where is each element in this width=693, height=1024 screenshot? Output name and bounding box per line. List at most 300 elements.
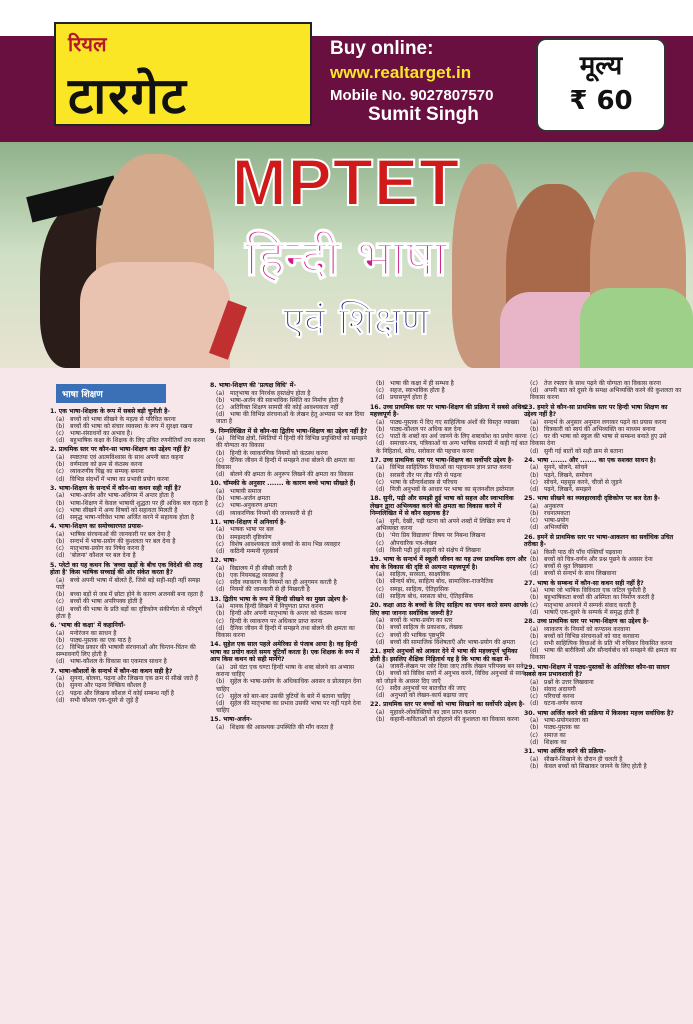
question-text: 13. द्वितीय भाषा के रूप में हिन्दी सीखने का मुख्य उद्देश्य है- xyxy=(210,595,349,603)
answer-option xyxy=(210,502,368,509)
option-letter: (c) xyxy=(530,380,538,387)
option-letter: (c) xyxy=(530,601,538,609)
option-text: भाषाएँ एक-दूसरे के सम्पर्क में समृद्ध होती हैं xyxy=(544,608,639,616)
option-text: बच्चों की भाषा को संचार व्यवस्था के रूप में सुरक्षा रखना xyxy=(70,422,193,430)
website-link[interactable]: www.realtarget.in xyxy=(330,63,472,82)
option-letter: (b) xyxy=(216,495,225,503)
answer-option xyxy=(50,514,208,521)
option-letter: (b) xyxy=(376,624,385,632)
answer-option xyxy=(50,697,208,704)
question-text: 27. भाषा के सम्बन्ध में कौन-सा कथन सही नहीं है? xyxy=(524,579,644,587)
option-text: व्याकरण के नियमों को कण्ठस्थ करवाना xyxy=(544,625,631,633)
option-text: प्रयासपूर्ण होता है xyxy=(390,394,427,402)
option-letter: (d) xyxy=(530,387,539,395)
option-letter: (c) xyxy=(56,430,64,437)
answer-option xyxy=(210,526,368,533)
option-text: नियमों की जानकारी से ही निखरती है xyxy=(230,586,310,594)
answer-option xyxy=(210,457,368,471)
answer-option xyxy=(210,495,368,502)
option-text: समझदारी दृष्टिकोण xyxy=(230,533,272,541)
option-text: परिचर्चा करना xyxy=(544,693,575,701)
answer-option xyxy=(210,700,368,714)
option-text: सुनी गई बातों को सही क्रम से बताना xyxy=(544,447,624,455)
question-content xyxy=(0,368,693,1024)
option-letter: (c) xyxy=(216,579,224,587)
option-text: भाषा-अनुकरण क्षमता xyxy=(230,502,278,510)
answer-option xyxy=(50,606,208,620)
option-letter: (b) xyxy=(376,426,385,433)
option-letter: (d) xyxy=(56,605,65,613)
option-text: भाषा के सौन्दर्यशास्त्र से परिचय xyxy=(390,478,458,486)
answer-option xyxy=(210,541,368,548)
option-letter: (b) xyxy=(530,686,539,694)
option-text: बच्चों के भाषा-प्रयोग का स्तर xyxy=(390,617,453,625)
option-letter: (b) xyxy=(376,532,385,540)
option-letter: (c) xyxy=(376,433,384,441)
answer-option xyxy=(524,594,682,601)
question-text: 22. प्राथमिक स्तर पर बच्चों को भाषा सिखाने का सर्वोपरि उद्देश्य है- xyxy=(370,701,525,709)
answer-option xyxy=(50,682,208,689)
option-text: बच्चों की भाषा के प्रति बड़ों का दृष्टिकोण संकीर्णता से परिपूर्ण होता है xyxy=(56,605,202,620)
answer-option xyxy=(524,739,682,746)
option-text: संवाद अदायगी xyxy=(544,686,576,694)
option-letter: (d) xyxy=(530,524,539,532)
option-letter: (a) xyxy=(530,678,539,686)
option-letter: (d) xyxy=(216,586,225,594)
option-text: पाठों के शब्दों का अर्थ जानने के लिए शब्दकोश का प्रयोग करना xyxy=(390,433,527,441)
option-text: बहुभाषिकता बच्चों की अस्मिता का निर्माण करती है xyxy=(544,594,655,602)
option-text: शिक्षक का xyxy=(544,738,567,746)
question-text: 6. 'भाषा की कक्षा' में कहानियाँ- xyxy=(50,622,126,630)
answer-option xyxy=(210,565,368,572)
answer-option xyxy=(524,700,682,707)
question-text: 17. उच्च प्राथमिक स्तर पर भाषा-शिक्षण का सर्वोपरि उद्देश्य है- xyxy=(370,456,514,464)
option-text: विशेष आवश्यकता वाले बच्चों के साथ भिन्न व्यवहार xyxy=(230,540,341,548)
option-letter: (a) xyxy=(376,518,385,525)
option-letter: (a) xyxy=(56,629,65,637)
option-text: भाषा-अर्जन की स्वाभाविक स्थिति का निर्माण होता है xyxy=(230,396,344,404)
question-text: 16. उच्च प्राथमिक स्तर पर भाषा-शिक्षण की प्रक्रिया में सबसे अधिक महत्त्वपूर्ण है- xyxy=(370,403,527,419)
option-letter: (c) xyxy=(530,433,538,441)
option-text: सौन्दर्य बोध, साहित्य बोध, सामाजिक-राजनैतिक xyxy=(390,578,494,586)
option-text: पाठ्य-कौशल पर अधिक बल देना xyxy=(390,426,462,433)
option-text: पाठ्य-पुस्तक का एक पाठ है xyxy=(70,636,132,644)
option-letter: (a) xyxy=(530,755,539,763)
option-letter: (c) xyxy=(376,631,384,639)
option-text: शिक्षक की आवश्यक उपस्थिति की माँग करता है xyxy=(230,724,334,732)
price-box xyxy=(536,38,666,132)
option-text: बच्चों से सन्दर्भ के साथ लिखवाना xyxy=(544,570,617,578)
option-text: अनुकरण xyxy=(544,502,564,510)
price-value: ₹ 60 xyxy=(569,86,633,116)
option-letter: (c) xyxy=(216,456,224,464)
option-text: व्याकरणीय चिह्न का सम्यक् बनाना xyxy=(70,468,144,476)
option-letter: (b) xyxy=(216,610,225,618)
answer-option xyxy=(50,577,208,591)
logo-big-text: टारगेट xyxy=(68,67,188,125)
answer-option xyxy=(524,479,682,486)
option-text: भाषक भाषा पर बल xyxy=(230,526,274,534)
option-letter: (c) xyxy=(56,506,64,514)
option-text: मातृभाषा-प्रयोग का निषेध करना है xyxy=(70,545,145,553)
answer-option xyxy=(210,618,368,625)
answer-option xyxy=(524,602,682,609)
option-text: विभिन्न प्रकार की भाषायी संरचनाओं और चिन्तन-चिंतन की सम्भावनाएँ लिए होती है xyxy=(56,644,196,659)
option-letter: (a) xyxy=(376,708,385,716)
option-letter: (c) xyxy=(56,468,64,476)
option-letter: (c) xyxy=(216,617,224,625)
mobile-number: Mobile No. 9027807570 xyxy=(330,87,494,104)
option-letter: (d) xyxy=(376,394,385,402)
option-letter: (b) xyxy=(376,471,385,479)
option-letter: (a) xyxy=(216,526,225,534)
option-letter: (d) xyxy=(530,486,539,494)
question-text: 11. भाषा-शिक्षण में अनिवार्य है- xyxy=(210,518,286,526)
answer-option xyxy=(370,419,528,426)
answer-option xyxy=(370,593,528,600)
option-letter: (d) xyxy=(56,514,65,522)
option-text: साहित्य बोध, सरसता बोध, ऐतिहासिक xyxy=(390,592,474,600)
question-text: 9. निम्नलिखित में से कौन-सा द्वितीय भाषा-शिक्षण का उद्देश्य नहीं है? xyxy=(210,427,368,435)
answer-option xyxy=(50,552,208,559)
option-letter: (a) xyxy=(56,675,65,683)
option-letter: (b) xyxy=(530,471,539,479)
answer-option xyxy=(524,679,682,686)
option-letter: (a) xyxy=(56,576,65,584)
option-text: सभी साहित्यिक विधाओं के प्रति भी रुचिकर विकसित करना xyxy=(544,640,673,648)
answer-option xyxy=(524,472,682,479)
column-1 xyxy=(50,380,208,704)
answer-option xyxy=(370,440,528,454)
answer-option xyxy=(370,578,528,585)
answer-option xyxy=(524,763,682,770)
cover-subtitle: हिन्दी भाषा xyxy=(245,229,447,287)
option-text: भाषा-अर्जन क्षमता xyxy=(230,495,271,503)
answer-option xyxy=(370,692,528,699)
option-letter: (a) xyxy=(216,435,225,443)
option-text: मुहावरे-लोकोक्तियों का ज्ञान प्राप्त करना xyxy=(390,708,476,716)
option-text: सुनी, देखी, पढ़ी घटना को अपने शब्दों में लिखित रूप में अभिव्यक्त करना xyxy=(376,518,511,533)
option-letter: (c) xyxy=(530,731,538,739)
option-text: सन्दर्भ के अनुसार अनुमान लगाकर पढ़ने का प्रयास करना xyxy=(544,418,667,426)
answer-option xyxy=(524,448,682,455)
option-text: तेज रफ्तार के साथ पढ़ने की योग्यता का विकास करना xyxy=(544,380,661,387)
answer-option xyxy=(210,610,368,617)
answer-option xyxy=(524,524,682,531)
option-text: भाषा-अर्जन और भाषा-अधिगम में अन्तर होता है xyxy=(70,492,174,500)
answer-option xyxy=(210,411,368,425)
answer-option xyxy=(524,633,682,640)
question-text: 21. हमारे अनुभवों को आकार देने में भाषा की महत्त्वपूर्ण भूमिका होती है। इसलिए शैक्षिक निहितार्थ यह है कि भाषा की कक्षा में- xyxy=(370,648,518,663)
option-letter: (a) xyxy=(530,717,539,725)
question-text: 14. सुहेल एक साल पहले अमेरिका से पंजाब आया है। वह हिन्दी भाषा का प्रयोग करते समय त्रुटियाँ करता है। एक शिक्षक के रूप में आप किस कथन को सही मानेंगे? xyxy=(210,641,360,664)
option-text: बच्चों को विभिन्न संरचनाओं को याद करवाना xyxy=(544,632,640,640)
option-letter: (c) xyxy=(216,502,224,510)
question-text: 4. भाषा-शिक्षण का समोच्चारणत प्रयास- xyxy=(50,523,144,531)
option-text: हिन्दी के व्याकरणिक नियमों को कंठस्थ करना xyxy=(230,449,328,457)
question-text: 30. भाषा अर्जित करने की प्रक्रिया में किसका महत्त्व सर्वाधिक है? xyxy=(524,709,674,717)
option-text: भाषा सीखने में अन्य विषयों को सहायता मिलती है xyxy=(70,506,178,514)
option-letter: (d) xyxy=(376,486,385,494)
option-letter: (a) xyxy=(376,418,385,426)
option-letter: (a) xyxy=(530,548,539,556)
option-letter: (c) xyxy=(376,684,384,692)
option-letter: (d) xyxy=(530,647,539,655)
option-text: सुहेल की मातृभाषा का प्रभाव उसकी भाषा पर नहीं पड़ने देना चाहिए xyxy=(216,700,361,715)
option-letter: (b) xyxy=(376,670,385,678)
option-text: अभिव्यक्ति xyxy=(544,524,569,532)
option-letter: (d) xyxy=(530,570,539,578)
answer-option xyxy=(210,548,368,555)
option-text: मातृभाषा अपनाने में सम्पर्क संवाद करती है xyxy=(544,601,636,609)
option-letter: (b) xyxy=(530,594,539,602)
option-letter: (d) xyxy=(56,658,65,666)
student-shirt-3 xyxy=(580,288,693,368)
answer-option xyxy=(524,756,682,763)
answer-option xyxy=(370,632,528,639)
question-text: 28. उच्च प्राथमिक स्तर पर भाषा-शिक्षण का उद्देश्य है- xyxy=(524,618,649,626)
option-letter: (b) xyxy=(376,578,385,586)
option-text: निजी अनुभवों के आधार पर भाषा का सृजनशील इस्तेमाल xyxy=(390,486,514,494)
option-text: किसी पाठ की पाँच पंक्तियाँ पढ़वाना xyxy=(544,548,622,556)
answer-option xyxy=(210,586,368,593)
answer-option xyxy=(370,472,528,479)
question-text: 20. कक्षा आठ के बच्चों के लिए साहित्य का चयन करते समय आपके लिए क्या जानना सर्वाधिक जरूरी है? xyxy=(370,602,528,617)
answer-option xyxy=(50,637,208,644)
column-3 xyxy=(370,380,528,723)
answer-option xyxy=(370,464,528,471)
option-text: अपनी बात को दूसरे के समक्ष अभिव्यक्ति करने की कुशलता का विकास करना xyxy=(530,387,682,402)
option-letter: (d) xyxy=(216,509,225,517)
option-letter: (a) xyxy=(376,464,385,472)
option-letter: (d) xyxy=(530,608,539,616)
answer-option xyxy=(370,709,528,716)
answer-option xyxy=(524,732,682,739)
option-letter: (b) xyxy=(530,426,539,433)
option-text: भाषा-प्रयोग xyxy=(544,517,569,525)
option-letter: (a) xyxy=(530,464,539,472)
option-letter: (c) xyxy=(530,478,538,486)
option-letter: (c) xyxy=(376,387,384,395)
option-text: भाषा की कक्षा में ही सम्भव है xyxy=(390,380,454,387)
answer-option xyxy=(524,626,682,633)
option-text: मनोरंजन का साधन है xyxy=(70,629,117,637)
option-letter: (b) xyxy=(530,510,539,518)
option-letter: (c) xyxy=(216,540,224,548)
option-letter: (b) xyxy=(56,591,65,599)
answer-option xyxy=(210,397,368,404)
option-text: भाषा-प्रयोगशाला का xyxy=(544,717,589,725)
option-letter: (a) xyxy=(376,617,385,625)
option-letter: (d) xyxy=(376,592,385,600)
option-text: चित्रकारी को स्वयं की अभिव्यक्ति का माध्यम बनाना xyxy=(544,426,656,433)
option-letter: (d) xyxy=(530,700,539,708)
answer-option xyxy=(210,625,368,639)
option-letter: (b) xyxy=(56,461,65,469)
question-text: 24. भाषा ....... और ....... का एक सशक्त साधन है। xyxy=(524,456,656,464)
option-text: सन्दर्भ में भाषा-प्रयोग की कुशलता पर बल देना है xyxy=(70,538,176,546)
option-letter: (d) xyxy=(216,471,225,479)
option-text: बच्चों की सामाजिक विशेषताएँ और भाषा-प्रयोग की क्षमता xyxy=(390,638,516,646)
option-letter: (a) xyxy=(530,587,539,595)
option-text: भाषा की विभिन्न संरचनाओं के लेखन हेतु अभ्यास पर बल दिया जाता है xyxy=(216,411,365,426)
option-text: अतिरिक्त शिक्षण सामग्री की कोई आवश्यकता नहीं xyxy=(230,404,339,411)
option-letter: (c) xyxy=(216,404,224,411)
option-text: सरसरी तौर पर तीव्र गति से पढ़ना xyxy=(390,471,462,479)
answer-option xyxy=(50,690,208,697)
option-text: प्रश्नों के उत्तर लिखवाना xyxy=(544,678,594,686)
option-text: एक नियमबद्ध व्यवस्था है xyxy=(230,572,284,580)
answer-option xyxy=(50,476,208,483)
option-text: हिन्दी के व्याकरण पर अधिकार प्राप्त करना xyxy=(230,617,323,625)
option-letter: (b) xyxy=(376,380,385,387)
answer-option xyxy=(370,540,528,547)
option-text: साहित्य, सरसता, साक्ष्यविक xyxy=(390,571,450,579)
answer-option xyxy=(370,639,528,646)
option-letter: (d) xyxy=(56,475,65,483)
answer-option xyxy=(210,471,368,478)
option-text: सीखने-सिखाने के दौरान ही चलती है xyxy=(544,755,623,763)
option-letter: (a) xyxy=(56,415,65,423)
answer-option xyxy=(210,534,368,541)
option-letter: (b) xyxy=(376,716,385,724)
option-text: भाषा-संसाधनों का अभाव है। xyxy=(70,430,133,437)
question-text: 18. सुनी, पढ़ी और समझी हुई भाषा को सहज और स्वाभाविक लेखन द्वारा अभिव्यक्त करने की क्षमता का विकास करने में निम्नलिखित में से कौन सहायक है? xyxy=(370,495,514,518)
option-letter: (d) xyxy=(376,440,385,448)
option-text: बोलने की क्षमता के अनुरूप लिखने की क्षमता का विकास xyxy=(230,471,354,479)
question-text: 7. भाषा-कौशलों के सन्दर्भ में कौन-सा कथन सही है? xyxy=(50,667,173,675)
option-letter: (d) xyxy=(56,696,65,704)
option-letter: (a) xyxy=(216,488,225,496)
answer-option xyxy=(524,419,682,426)
answer-option xyxy=(370,716,528,723)
option-text: पढ़ने, लिखने, समोचन xyxy=(544,471,592,479)
option-letter: (c) xyxy=(530,693,538,701)
answer-option xyxy=(524,433,682,447)
option-text: समृद्ध भाषा-परिवेश भाषा अर्जित करने में सहायक होता है xyxy=(70,514,195,522)
option-text: वर्णमाला को क्रम से कंठस्थ करना xyxy=(70,461,143,469)
question-text: 15. भाषा-अर्जन- xyxy=(210,716,253,724)
option-text: समाचार-पत्र, पत्रिकाओं या अन्य भाषिक सामग्री में कही गई बात के निहितार्थ, सोच, सरोकार की पहचान करना xyxy=(376,440,528,455)
answer-option xyxy=(524,647,682,661)
author-name: Sumit Singh xyxy=(368,104,479,125)
option-letter: (d) xyxy=(376,638,385,646)
answer-option xyxy=(524,549,682,556)
option-letter: (b) xyxy=(530,724,539,732)
answer-option xyxy=(370,486,528,493)
answer-option xyxy=(370,670,528,684)
option-text: पाठ्य-पुस्तक का xyxy=(544,724,580,732)
option-letter: (c) xyxy=(56,545,64,553)
option-text: विभिन्न क्षेत्रों, स्थितियों में हिन्दी की विभिन्न प्रयुक्तियों को समझने की योग्यता का विकास xyxy=(216,435,367,450)
option-letter: (c) xyxy=(376,539,384,547)
option-letter: (a) xyxy=(216,664,225,672)
answer-option xyxy=(50,658,208,665)
header xyxy=(0,0,693,142)
option-text: भाषायी समाज xyxy=(230,488,262,496)
answer-option xyxy=(50,644,208,658)
answer-option xyxy=(524,717,682,724)
option-letter: (c) xyxy=(376,478,384,486)
option-letter: (b) xyxy=(216,396,225,404)
answer-option xyxy=(50,507,208,514)
option-letter: (c) xyxy=(530,563,538,571)
option-letter: (c) xyxy=(376,585,384,593)
answer-option xyxy=(50,416,208,423)
answer-option xyxy=(210,724,368,731)
option-text: विद्यालय में ही सीखी जाती है xyxy=(230,564,292,572)
answer-option xyxy=(370,685,528,692)
option-text: सुनने, बोलने, सोचने xyxy=(544,464,588,472)
answer-option xyxy=(50,500,208,507)
question-text: 12. भाषा- xyxy=(210,557,237,565)
option-letter: (d) xyxy=(56,437,65,445)
option-text: कहानी-कविताओं को दोहराने की कुशलता का विकास करना xyxy=(390,716,519,724)
answer-option xyxy=(370,586,528,593)
cover-title: MPTET xyxy=(231,145,461,219)
question-text: 23. हमारे से कौन-सा प्राथमिक स्तर पर हिन्दी भाषा शिक्षण का उद्देश्य नहीं है? xyxy=(524,403,668,419)
option-text: बच्चा बड़ों से जब में छोटा होने के कारण अजनबी बना रहता है xyxy=(70,591,204,599)
option-text: पढ़ना और लिखना कौशल में कोई सम्बन्ध नहीं है xyxy=(70,689,174,697)
question-text: 25. भाषा सीखने का व्यवहारवादी दृष्टिकोण पर बल देता है- xyxy=(524,495,660,503)
option-letter: (b) xyxy=(56,422,65,430)
option-letter: (b) xyxy=(216,678,225,686)
option-letter: (d) xyxy=(216,700,225,708)
answer-option xyxy=(50,598,208,605)
buy-online-label: Buy online: xyxy=(330,38,434,59)
answer-option xyxy=(50,468,208,475)
option-letter: (a) xyxy=(56,492,65,500)
option-text: भाषा की बारीकियों और सौन्दर्यबोध को समझने की क्षमता का विकास xyxy=(530,647,677,662)
option-letter: (a) xyxy=(216,389,225,397)
option-text: जायरी-लेखन पर जोर दिया जाए ताकि लेखन परिपक्व बन सके xyxy=(390,663,525,671)
option-letter: (b) xyxy=(216,572,225,580)
option-text: सुनना और पढ़ना निष्क्रिय कौशल है xyxy=(70,682,147,690)
option-text: कठिनी मन्मनी गृहकार्य xyxy=(230,548,279,556)
option-letter: (b) xyxy=(56,636,65,644)
option-text: बहुभाषिक कक्षा के शिक्षक के लिए उचित रणनीतियाँ तय करना xyxy=(70,437,205,445)
option-letter: (c) xyxy=(530,517,538,525)
option-text: औपचारिक पत्र-लेखन xyxy=(390,539,437,547)
question-text: 26. हमनें से प्राथमिक स्तर पर भाषा-आकलन का सर्वाधिक उचित तरीका है- xyxy=(524,533,674,549)
option-text: किसी पढ़ी हुई कहानी को संक्षेप में लिखना xyxy=(390,546,481,554)
option-text: भाषा-कौशल के विकास का एकमात्र साधन है xyxy=(70,658,167,666)
cover-banner xyxy=(0,142,693,368)
buy-info xyxy=(330,38,493,104)
option-letter: (a) xyxy=(530,502,539,510)
answer-option xyxy=(524,486,682,493)
option-text: मानक हिन्दी लिखने में निपुणता प्राप्त करना xyxy=(230,603,324,611)
answer-option xyxy=(210,664,368,678)
brand-logo xyxy=(54,22,312,126)
option-text: मातृभाषा का निरर्थक हस्तक्षेप होता है xyxy=(230,389,311,397)
option-letter: (d) xyxy=(56,552,65,560)
option-text: सदैव व्याकरण के नियमों का ही अनुगमन करती है xyxy=(230,579,337,587)
option-letter: (b) xyxy=(530,632,539,640)
option-text: बच्चों को चित्र-वर्णन और प्रश्न पूछने के अवसर देना xyxy=(544,556,653,564)
option-letter: (b) xyxy=(530,762,539,770)
answer-option xyxy=(370,532,528,539)
answer-option xyxy=(524,464,682,471)
question-text: 10. चॉम्स्की के अनुसार ....... के कारण बच्चे भाषा सीखते हैं। xyxy=(210,480,356,488)
option-text: बच्चों की भाषा अपरिपक्व होती है xyxy=(70,598,143,606)
option-text: विभिन्न संदर्भों में भाषा का प्रभावी प्रयोग करना xyxy=(70,475,169,483)
answer-option xyxy=(210,678,368,692)
answer-option xyxy=(50,437,208,444)
option-text: 'मेरा प्रिय विद्यालय' विषय पर निबन्ध लिखना xyxy=(390,532,486,540)
option-letter: (a) xyxy=(216,564,225,572)
option-letter: (d) xyxy=(530,447,539,455)
